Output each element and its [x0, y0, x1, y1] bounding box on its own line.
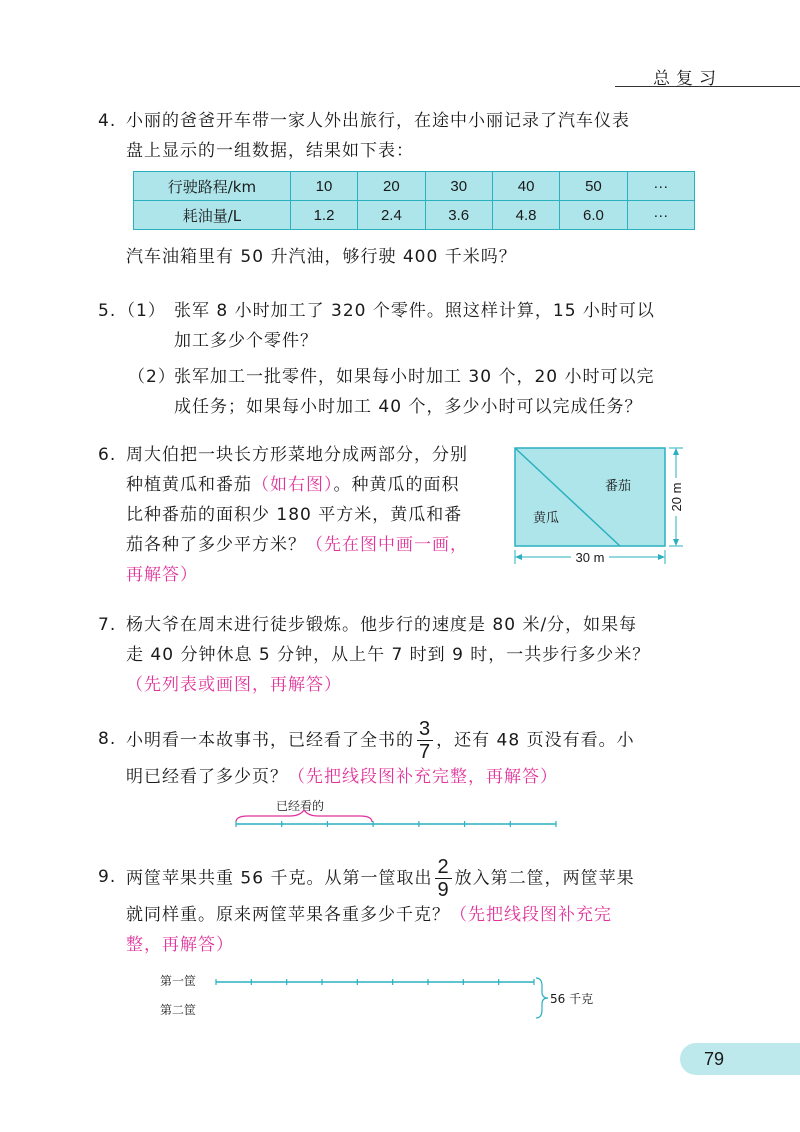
table-cell: ···	[627, 172, 694, 201]
pages-line-diagram	[228, 796, 568, 836]
q6-line-1: 周大伯把一块长方形菜地分成两部分，分别	[126, 445, 468, 465]
q6-line-5: 再解答）	[126, 565, 198, 585]
apple-baskets-diagram	[150, 968, 630, 1028]
fraction-two-ninths: $\frac{2}{9}$	[437, 856, 450, 901]
header-rule	[615, 86, 800, 87]
q8-line-1: 小明看一本故事书，已经看了全书的 $\frac{3}{7}$ ，还有 48 页没有看。小	[126, 718, 635, 763]
table-cell: 1.2	[290, 201, 357, 230]
q9-line-3: 整，再解答）	[126, 935, 234, 955]
cucumber-label: 黄瓜	[533, 511, 560, 526]
table-cell: 30	[425, 172, 492, 201]
q9-line-2: 就同样重。原来两筐苹果各重多少千克？（先把线段图补充完	[126, 905, 612, 925]
q4-question: 汽车油箱里有 50 升汽油，够行驶 400 千米吗？	[126, 247, 517, 267]
q6-hint: （先在图中画一画，	[306, 535, 468, 555]
total-weight-brace	[536, 978, 548, 1018]
table-cell: 50	[560, 172, 627, 201]
fraction-three-sevenths: $\frac{3}{7}$	[419, 718, 432, 763]
total-weight-label: 56 千克	[550, 992, 594, 1006]
table-cell: 10	[290, 172, 357, 201]
height-label: 20 m	[669, 482, 684, 512]
q9-number: 9.	[98, 867, 117, 887]
q9-hint: （先把线段图补充完	[450, 905, 612, 925]
arrow-up-icon	[673, 448, 679, 455]
vegetable-field-figure	[505, 440, 695, 570]
table-row-label: 行驶路程/km	[134, 172, 291, 201]
q5-part1-line-1: 张军 8 小时加工了 320 个零件。照这样计算，15 小时可以	[174, 301, 655, 321]
q6-line-2: 种植黄瓜和番茄（如右图）。种黄瓜的面积	[126, 475, 460, 495]
q5-part2-line-2: 成任务；如果每小时加工 40 个，多少小时可以完成任务？	[174, 397, 643, 417]
q7-line-1: 杨大爷在周末进行徒步锻炼。他步行的速度是 80 米/分，如果每	[126, 615, 638, 635]
first-basket-label: 第一筐	[160, 974, 197, 988]
q4-line-1: 小丽的爸爸开车带一家人外出旅行，在途中小丽记录了汽车仪表	[126, 111, 630, 131]
table-cell: 6.0	[560, 201, 627, 230]
field-rectangle	[515, 448, 665, 546]
q7-line-2: 走 40 分钟休息 5 分钟，从上午 7 时到 9 时，一共步行多少米？	[126, 645, 651, 665]
q4-line-2: 盘上显示的一组数据，结果如下表：	[126, 141, 414, 161]
q5-part1-label: （1）	[118, 301, 166, 321]
q5-number: 5.	[98, 301, 117, 321]
arrow-down-icon	[673, 539, 679, 546]
q6-hint-figure: （如右图）	[252, 475, 334, 495]
table-cell: 3.6	[425, 201, 492, 230]
q6-number: 6.	[98, 445, 117, 465]
table-row	[134, 201, 695, 230]
arrow-left-icon	[515, 554, 522, 560]
q7-number: 7.	[98, 615, 117, 635]
q5-part2-line-1: 张军加工一批零件，如果每小时加工 30 个，20 小时可以完	[174, 367, 655, 387]
q8-line-2: 明已经看了多少页？（先把线段图补充完整，再解答）	[126, 767, 558, 787]
table-cell: 20	[358, 172, 425, 201]
page-number: 79	[704, 1049, 725, 1069]
q5-part1-line-2: 加工多少个零件？	[174, 331, 318, 351]
tomato-label: 番茄	[605, 479, 632, 494]
table-cell: ···	[627, 201, 694, 230]
table-cell: 4.8	[492, 201, 559, 230]
q6-line-4: 茄各种了多少平方米？（先在图中画一画，	[126, 535, 468, 555]
table-row-label: 耗油量/L	[134, 201, 291, 230]
q4-number: 4.	[98, 111, 117, 131]
width-label: 30 m	[575, 550, 605, 565]
page-number-tab	[680, 1043, 800, 1075]
table-cell: 2.4	[358, 201, 425, 230]
q8-hint: （先把线段图补充完整，再解答）	[288, 767, 558, 787]
second-basket-label: 第二筐	[160, 1003, 197, 1017]
q7-line-3: （先列表或画图，再解答）	[126, 675, 342, 695]
table-row	[134, 172, 695, 201]
q8-number: 8.	[98, 729, 117, 749]
fuel-data-table	[133, 171, 695, 230]
section-title: 总复习	[653, 69, 722, 89]
arrow-right-icon	[658, 554, 665, 560]
read-pages-label: 已经看的	[276, 799, 325, 813]
q5-part2-label: （2）	[128, 367, 176, 387]
table-cell: 40	[492, 172, 559, 201]
q6-line-3: 比种番茄的面积少 180 平方米，黄瓜和番	[126, 505, 463, 525]
q9-line-1: 两筐苹果共重 56 千克。从第一筐取出 $\frac{2}{9}$ 放入第二筐，两筐苹果	[126, 856, 635, 901]
